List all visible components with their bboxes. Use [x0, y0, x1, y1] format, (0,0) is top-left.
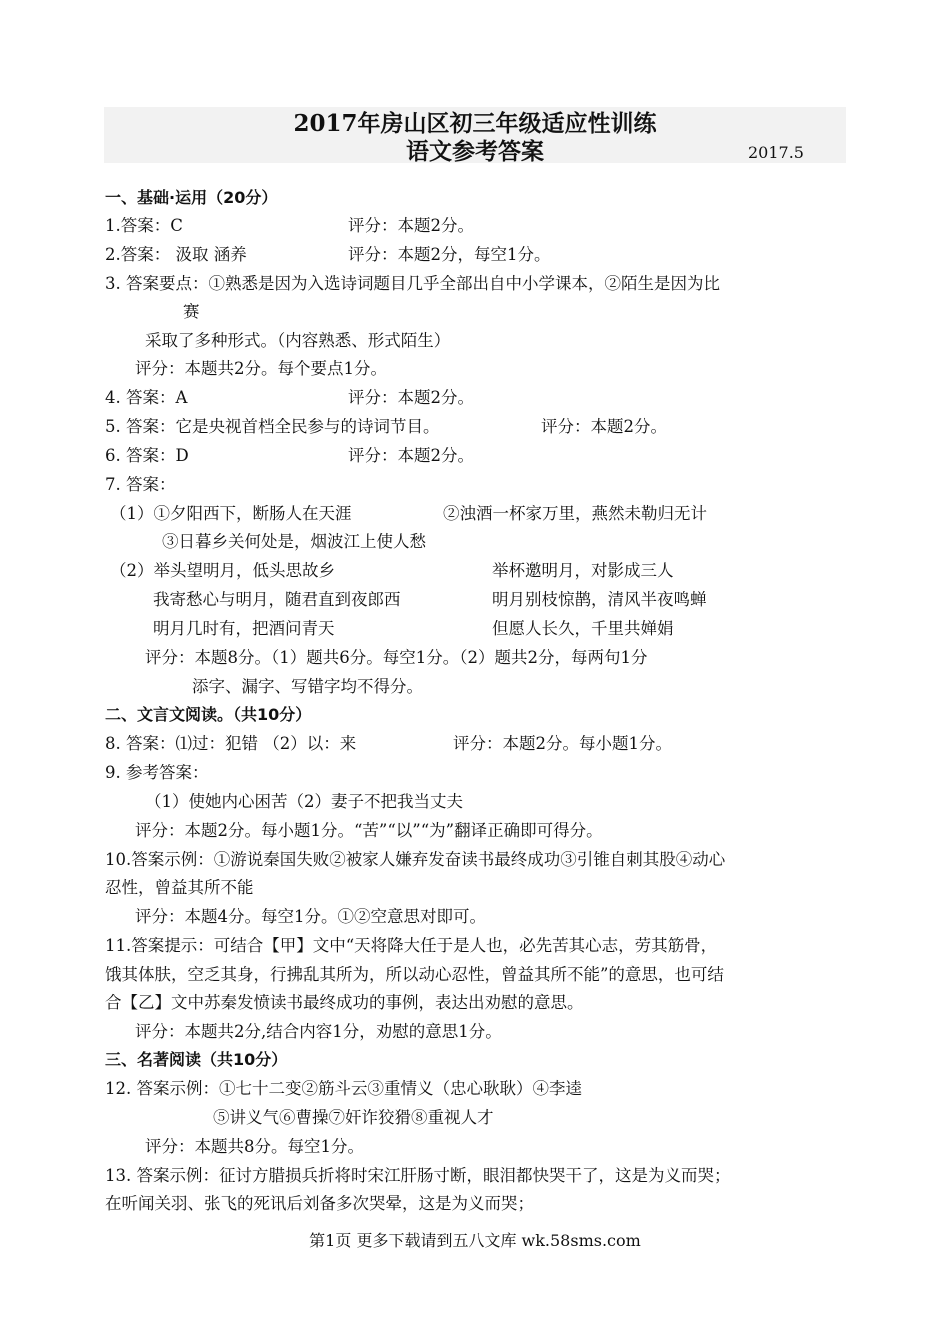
text-line: 在听闻关羽、张飞的死讯后刘备多次哭晕，这是为义而哭； [105, 1194, 534, 1213]
text-line: 评分：本题共8分。每空1分。 [145, 1137, 364, 1156]
text-line: 添字、漏字、写错字均不得分。 [192, 677, 423, 696]
text-line: 忍性，曾益其所不能 [105, 878, 254, 897]
text-line: 评分：本题2分。 [541, 417, 667, 436]
text-line: 评分：本题2分。 [348, 446, 474, 465]
text-line: 我寄愁心与明月，随君直到夜郎西 [153, 590, 401, 609]
document-date: 2017.5 [748, 143, 804, 162]
text-line: 明月几时有，把酒问青天 [153, 619, 335, 638]
section-heading: 三、名著阅读（共10分） [105, 1050, 288, 1069]
text-line: 11.答案提示：可结合【甲】文中“天将降大任于是人也，必先苦其心志，劳其筋骨， [105, 936, 718, 955]
page-title: 2017年房山区初三年级适应性训练 [293, 110, 657, 137]
page-subtitle: 语文参考答案 [406, 138, 544, 165]
text-line: 赛 [183, 302, 200, 321]
text-line: 饿其体肤，空乏其身，行拂乱其所为，所以动心忍性，曾益其所不能”的意思，也可结 [105, 965, 724, 984]
text-line: 8. 答案：⑴过：犯错 （2）以：来 [105, 734, 357, 753]
text-line: 评分：本题2分，每空1分。 [348, 245, 551, 264]
text-line: ②浊酒一杯家万里，燕然未勒归无计 [443, 504, 707, 523]
text-line: 评分：本题8分。（1）题共6分。每空1分。（2）题共2分，每两句1分 [145, 648, 648, 667]
text-line: 评分：本题2分。每小题1分。“苦”“以”“为”翻译正确即可得分。 [135, 821, 603, 840]
text-line: 2.答案： 汲取 涵养 [105, 245, 247, 264]
text-line: ③日暮乡关何处是，烟波江上使人愁 [162, 532, 426, 551]
text-line: 评分：本题2分。 [348, 388, 474, 407]
text-line: 评分：本题4分。每空1分。①②空意思对即可。 [135, 907, 486, 926]
text-line: 4. 答案：A [105, 388, 188, 407]
text-line: 10.答案示例：①游说秦国失败②被家人嫌弃发奋读书最终成功③引锥自刺其股④动心 [105, 850, 726, 869]
text-line: 采取了多种形式。（内容熟悉、形式陌生） [145, 331, 451, 350]
text-line: 明月别枝惊鹊，清风半夜鸣蝉 [492, 590, 707, 609]
text-line: （2）举头望明月，低头思故乡 [110, 561, 335, 580]
text-line: 评分：本题共2分。每个要点1分。 [135, 359, 387, 378]
text-line: ⑤讲义气⑥曹操⑦奸诈狡猾⑧重视人才 [213, 1108, 494, 1127]
text-line: 评分：本题共2分,结合内容1分，劝慰的意思1分。 [135, 1022, 502, 1041]
text-line: 评分：本题2分。 [348, 216, 474, 235]
text-line: 但愿人长久，千里共婵娟 [492, 619, 674, 638]
text-line: 13. 答案示例：征讨方腊损兵折将时宋江肝肠寸断，眼泪都快哭干了，这是为义而哭； [105, 1166, 731, 1185]
section-heading: 一、基础·运用（20分） [105, 188, 278, 207]
text-line: 6. 答案：D [105, 446, 189, 465]
text-line: 5. 答案：它是央视首档全民参与的诗词节目。 [105, 417, 440, 436]
text-line: 12. 答案示例：①七十二变②筋斗云③重情义（忠心耿耿）④李逵 [105, 1079, 582, 1098]
text-line: 举杯邀明月，对影成三人 [492, 561, 674, 580]
text-line: 9. 参考答案： [105, 763, 209, 782]
text-line: （1）①夕阳西下，断肠人在天涯 [110, 504, 352, 523]
page-footer: 第1页 更多下载请到五八文库 wk.58sms.com [309, 1231, 641, 1250]
text-line: 3. 答案要点：①熟悉是因为入选诗词题目几乎全部出自中小学课本，②陌生是因为比 [105, 274, 720, 293]
text-line: （1）使她内心困苦（2）妻子不把我当丈夫 [145, 792, 463, 811]
text-line: 评分：本题2分。每小题1分。 [453, 734, 672, 753]
text-line: 合【乙】文中苏秦发愤读书最终成功的事例，表达出劝慰的意思。 [105, 993, 584, 1012]
text-line: 7. 答案： [105, 475, 176, 494]
section-heading: 二、文言文阅读。（共10分） [105, 705, 312, 724]
text-line: 1.答案：C [105, 216, 183, 235]
